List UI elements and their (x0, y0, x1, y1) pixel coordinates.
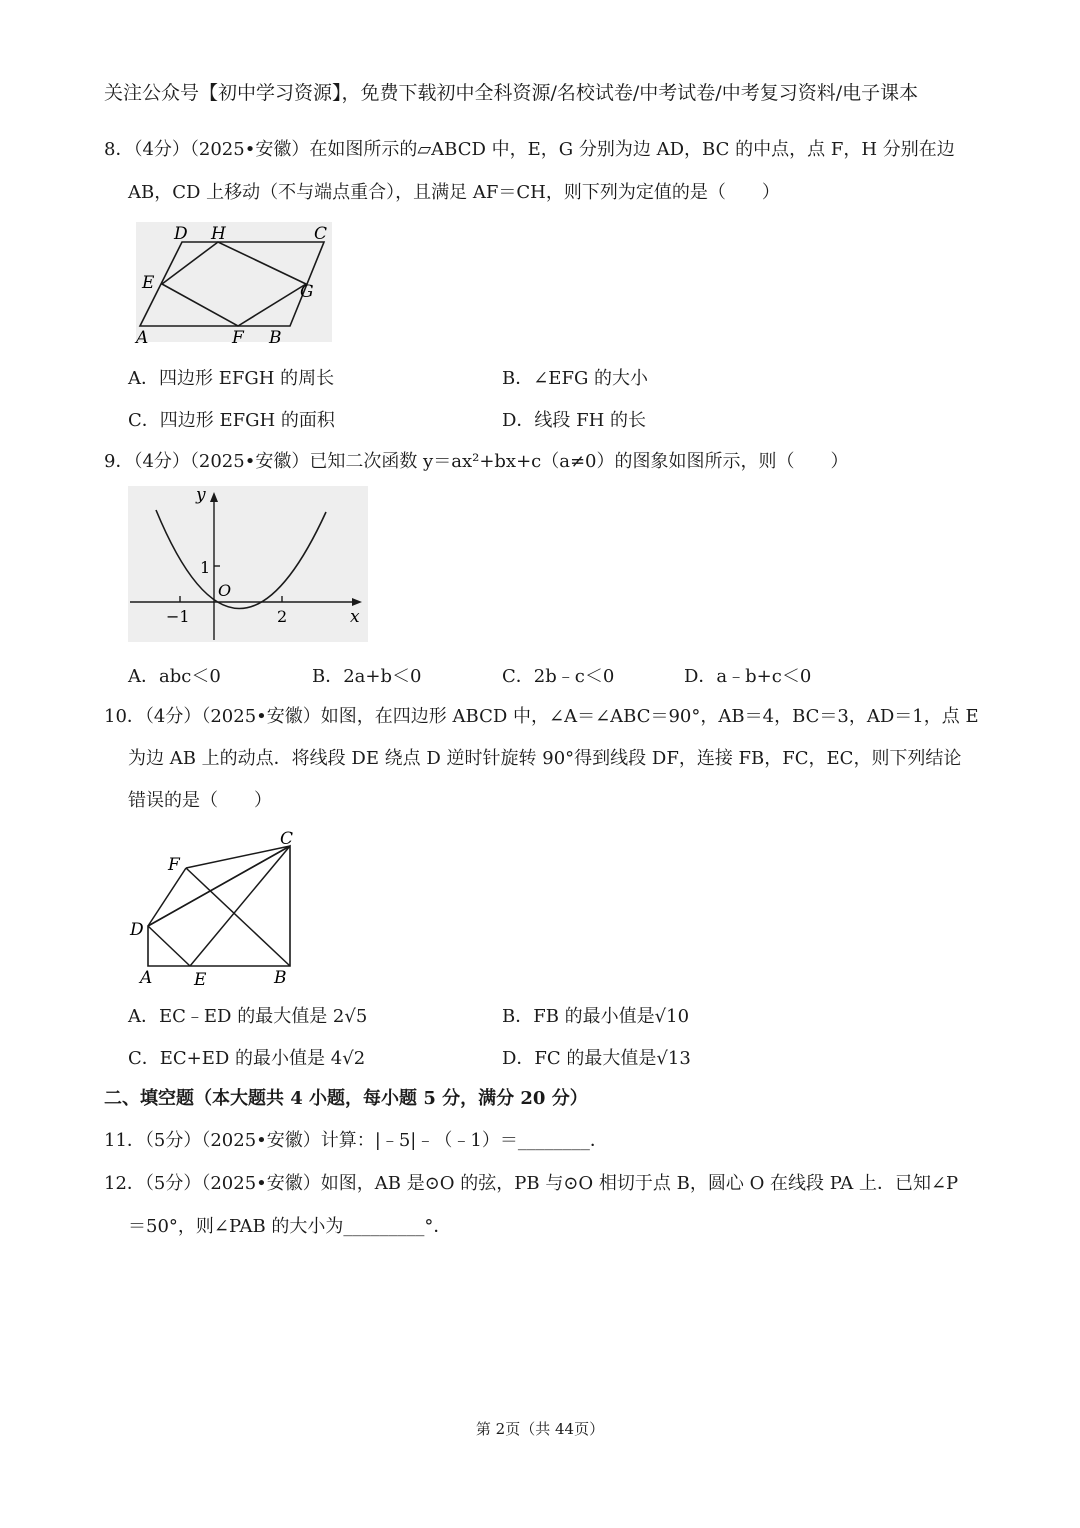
q9-label-neg1: −1 (166, 607, 190, 626)
q10-label-e: E (194, 970, 207, 990)
q8-label-g: G (300, 282, 314, 302)
q12-line2: ＝50°，则∠PAB 的大小为_________°． (128, 1216, 452, 1237)
q8-label-e: E (142, 273, 155, 293)
q9-parabola-figure (126, 484, 370, 644)
q8-line2: AB，CD 上移动（不与端点重合），且满足 AF＝CH，则下列为定值的是（ ） (128, 182, 780, 203)
page-header: 关注公众号【初中学习资源】，免费下载初中全科资源/名校试卷/中考试卷/中考复习资料/电子课本 (104, 82, 919, 104)
q10-label-d: D (130, 920, 144, 940)
q9-option-d[interactable]: D．a﹣b+c＜0 (684, 666, 812, 687)
q9-option-a[interactable]: A．abc＜0 (128, 666, 221, 687)
q8-label-f: F (232, 328, 244, 348)
q11-line: 11．（5分）（2025•安徽）计算：|﹣5|﹣（﹣1）＝________． (104, 1130, 608, 1151)
q8-label-c: C (314, 224, 328, 244)
q10-option-c[interactable]: C．EC+ED 的最小值是 4√2 (128, 1048, 366, 1069)
q8-option-a[interactable]: A．四边形 EFGH 的周长 (128, 368, 335, 389)
q8-label-b: B (269, 328, 282, 348)
q8-line1: 8．（4分）（2025•安徽）在如图所示的▱ABCD 中，E，G 分别为边 AD，BC 的中点，点 F，H 分别在边 (104, 139, 955, 160)
q9-label-x: x (350, 607, 360, 627)
q9-label-o: O (218, 581, 232, 600)
page-footer: 第 2页（共 44页） (475, 1420, 605, 1438)
q9-figure-background (128, 486, 368, 642)
q10-option-a[interactable]: A．EC﹣ED 的最大值是 2√5 (128, 1006, 368, 1027)
q10-quadrilateral-figure (126, 826, 306, 992)
q9-label-y: y (196, 485, 206, 505)
q9-label-2: 2 (277, 607, 288, 626)
q8-parallelogram-figure (126, 218, 336, 350)
q8-label-h: H (211, 224, 226, 244)
q8-label-a: A (136, 328, 149, 348)
q10-label-a: A (140, 968, 153, 988)
q9-option-c[interactable]: C．2b﹣c＜0 (502, 666, 615, 687)
q9-label-1: 1 (200, 558, 211, 577)
section-2-heading: 二、填空题（本大题共 4 小题，每小题 5 分，满分 20 分） (104, 1088, 588, 1109)
q8-label-d: D (174, 224, 188, 244)
q10-line3: 错误的是（ ） (128, 790, 272, 811)
q9-line1: 9．（4分）（2025•安徽）已知二次函数 y＝ax²+bx+c（a≠0）的图象如图所示，则（ ） (104, 451, 849, 472)
q8-option-c[interactable]: C．四边形 EFGH 的面积 (128, 410, 335, 431)
q9-option-b[interactable]: B．2a+b＜0 (312, 666, 422, 687)
q10-label-c: C (280, 829, 294, 849)
q10-option-b[interactable]: B．FB 的最小值是√10 (502, 1006, 690, 1027)
q10-line1: 10．（4分）（2025•安徽）如图，在四边形 ABCD 中，∠A＝∠ABC＝90°，AB＝4，BC＝3，AD＝1，点 E (104, 706, 979, 727)
q10-label-f: F (168, 855, 180, 875)
q8-option-d[interactable]: D．线段 FH 的长 (502, 410, 647, 431)
q10-segment-df (148, 868, 186, 926)
q10-label-b: B (274, 968, 287, 988)
q8-option-b[interactable]: B．∠EFG 的大小 (502, 368, 649, 389)
q10-option-d[interactable]: D．FC 的最大值是√13 (502, 1048, 691, 1069)
q10-line2: 为边 AB 上的动点．将线段 DE 绕点 D 逆时针旋转 90°得到线段 DF，连接 FB，FC，EC，则下列结论 (128, 748, 962, 769)
q10-segment-de (148, 926, 190, 966)
q12-line1: 12．（5分）（2025•安徽）如图，AB 是⊙O 的弦，PB 与⊙O 相切于点 B，圆心 O 在线段 PA 上．已知∠P (104, 1173, 959, 1194)
